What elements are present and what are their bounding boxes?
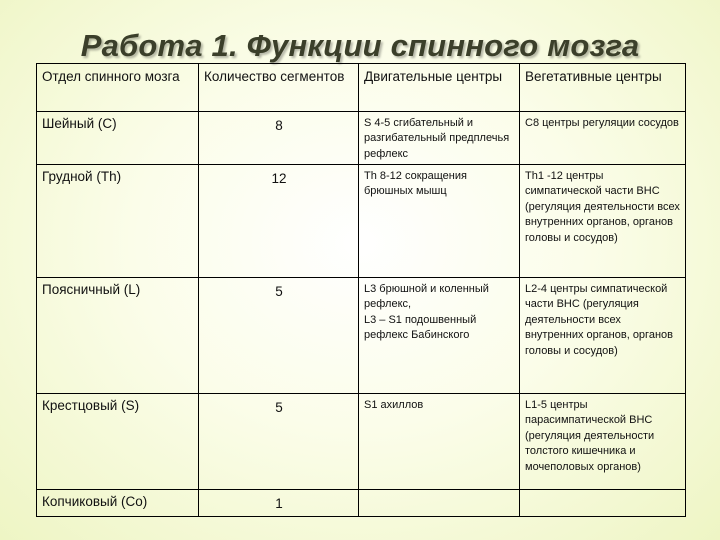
cell-motor: S 4-5 сгибательный и разгибательный предплечья рефлекс xyxy=(359,112,520,165)
motor-line-2: L3 – S1 подошвенный рефлекс Бабинского xyxy=(364,313,477,342)
cell-vegetative xyxy=(520,490,686,517)
page-title: Работа 1. Функции спинного мозга xyxy=(80,28,640,63)
cell-motor xyxy=(359,490,520,517)
cell-vegetative: Th1 -12 центры симпатической части ВНС (регуляция деятельности всех внутренних органов, органов головы и сосудов) xyxy=(520,165,686,278)
cell-section: Поясничный (L) xyxy=(37,278,199,394)
table-row xyxy=(37,394,686,490)
cell-motor xyxy=(359,278,520,394)
cell-section: Копчиковый (Со) xyxy=(37,490,199,517)
table-row xyxy=(37,112,686,165)
table-row xyxy=(37,278,686,394)
cell-motor: Th 8-12 сокращения брюшных мышц xyxy=(359,165,520,278)
cell-section: Шейный (С) xyxy=(37,112,199,165)
header-vegetative: Вегетативные центры xyxy=(520,64,686,112)
cell-section: Грудной (Th) xyxy=(37,165,199,278)
table-row xyxy=(37,165,686,278)
header-motor: Двигательные центры xyxy=(359,64,520,112)
cell-vegetative: L1-5 центры парасимпатической ВНС (регуляция деятельности толстого кишечника и мочеполовых органов) xyxy=(520,394,686,490)
header-segments: Количество сегментов xyxy=(199,64,359,112)
cell-vegetative: С8 центры регуляции сосудов xyxy=(520,112,686,165)
cell-segments: 1 xyxy=(199,490,359,517)
table-row xyxy=(37,490,686,517)
cell-segments: 5 xyxy=(199,278,359,394)
spinal-cord-functions-table xyxy=(36,63,686,517)
motor-line-1: L3 брюшной и коленный рефлекс, xyxy=(364,283,489,311)
cell-vegetative: L2-4 центры симпатической части ВНС (регуляция деятельности всех внутренних органов, органов головы и сосудов) xyxy=(520,278,686,394)
cell-section: Крестцовый (S) xyxy=(37,394,199,490)
table-header-row xyxy=(37,64,686,112)
cell-segments: 5 xyxy=(199,394,359,490)
cell-motor: S1 ахиллов xyxy=(359,394,520,490)
cell-segments: 8 xyxy=(199,112,359,165)
cell-segments: 12 xyxy=(199,165,359,278)
header-section: Отдел спинного мозга xyxy=(37,64,199,112)
